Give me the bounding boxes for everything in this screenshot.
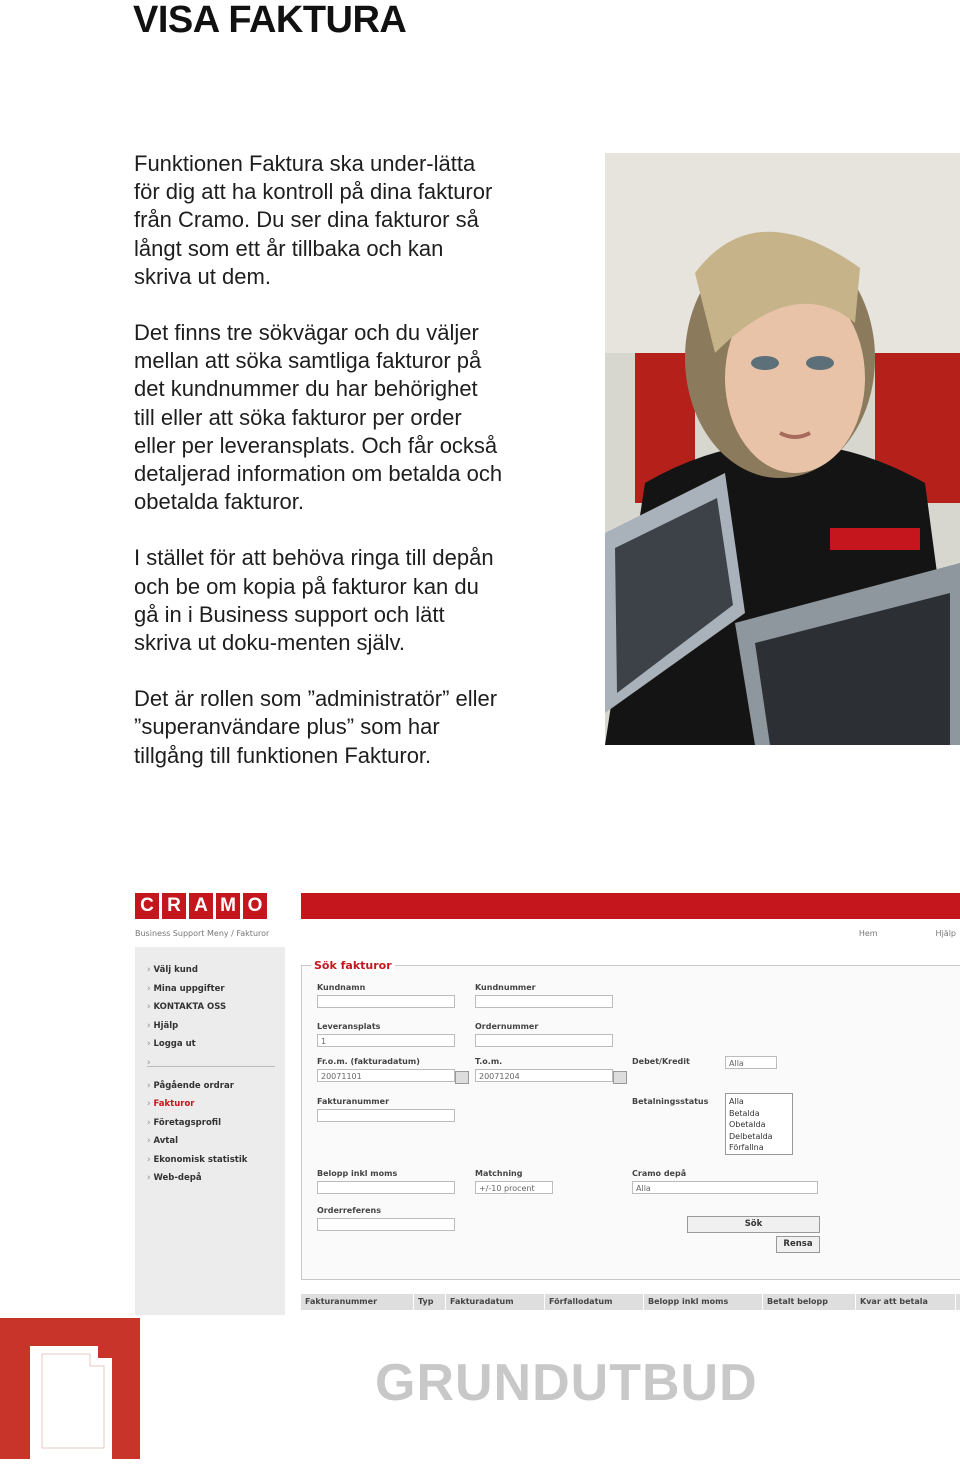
ordernummer-field xyxy=(475,1022,613,1047)
sidebar-item-pagaende-ordrar[interactable]: › Pågående ordrar xyxy=(147,1077,285,1096)
sidebar-item-mina-uppgifter[interactable]: › Mina uppgifter xyxy=(147,980,285,999)
office-worker-photo xyxy=(605,153,960,745)
document-icon xyxy=(0,1318,140,1459)
paragraph-2: Det finns tre sökvägar och du väljer mellan att söka samtliga fakturor på det kundnummer du har behörighet till eller att söka fakturor per order eller per leveransplats. Och får också detaljerad information om betalda och obetalda fakturor. xyxy=(134,320,503,515)
matchning-label: Matchning xyxy=(475,1169,523,1178)
logo-letter: R xyxy=(162,893,186,919)
sidebar-item-avtal[interactable]: › Avtal xyxy=(147,1132,285,1151)
leveransplats-label: Leveransplats xyxy=(317,1022,381,1031)
orderref-label: Orderreferens xyxy=(317,1206,381,1215)
sidebar-divider xyxy=(147,1054,275,1067)
sidebar-item-hjalp[interactable]: › Hjälp xyxy=(147,1017,285,1036)
kundnummer-input[interactable] xyxy=(475,995,613,1008)
depa-label: Cramo depå xyxy=(632,1169,687,1178)
sidebar-item-fakturor[interactable]: › Fakturor xyxy=(147,1095,285,1114)
page-title: VISA FAKTURA xyxy=(133,0,407,41)
column-header[interactable]: Förfallodatum xyxy=(545,1294,644,1310)
corner-badge xyxy=(0,1318,140,1459)
intro-text xyxy=(134,150,504,798)
invoice-search-screenshot xyxy=(133,885,960,1315)
betalningsstatus-field xyxy=(632,1097,722,1109)
belopp-input[interactable] xyxy=(317,1181,455,1194)
top-links xyxy=(859,929,956,938)
logo-letter: C xyxy=(135,893,159,919)
tom-date-input[interactable]: 20071204 xyxy=(475,1069,613,1082)
breadcrumb: Business Support Meny / Fakturor xyxy=(135,929,270,938)
search-button[interactable]: Sök xyxy=(687,1216,820,1233)
logo-letter: M xyxy=(216,893,240,919)
matchning-field xyxy=(475,1169,553,1194)
header-bar xyxy=(301,893,960,919)
logo-letter: O xyxy=(243,893,267,919)
fakturanummer-field xyxy=(317,1097,455,1122)
logo-letter: A xyxy=(189,893,213,919)
betalningsstatus-label: Betalningsstatus xyxy=(632,1097,709,1106)
betalningsstatus-listbox[interactable] xyxy=(725,1093,793,1155)
column-header[interactable]: Fakturadatum xyxy=(446,1294,545,1310)
column-header[interactable]: Kvar att betala xyxy=(856,1294,956,1310)
help-link[interactable]: Hjälp xyxy=(935,929,956,938)
kundnummer-label: Kundnummer xyxy=(475,983,536,992)
photo-illustration xyxy=(605,153,960,745)
results-table-header xyxy=(301,1294,960,1310)
status-option[interactable]: Obetalda xyxy=(729,1120,766,1129)
search-form-title: Sök fakturor xyxy=(311,959,395,972)
status-option[interactable]: Delbetalda xyxy=(729,1131,773,1141)
kundnamn-input[interactable] xyxy=(317,995,455,1008)
matchning-select[interactable]: +/-10 procent xyxy=(475,1181,553,1194)
ordernummer-label: Ordernummer xyxy=(475,1022,539,1031)
debet-kredit-label: Debet/Kredit xyxy=(632,1057,690,1066)
paragraph-1: Funktionen Faktura ska under-lätta för dig att ha kontroll på dina fakturor från Cramo. Du ser dina fakturor så långt som ett år tillbaka och kan skriva ut dem. xyxy=(134,151,493,289)
kundnamn-field xyxy=(317,983,455,1008)
search-form-panel xyxy=(301,965,960,1280)
ordernummer-input[interactable] xyxy=(475,1034,613,1047)
depa-field xyxy=(632,1169,818,1194)
fakturanummer-input[interactable] xyxy=(317,1109,455,1122)
footer-label: GRUNDUTBUD xyxy=(375,1354,758,1412)
column-header[interactable]: Fakturanummer xyxy=(301,1294,414,1310)
status-option[interactable]: Betalda xyxy=(729,1108,760,1118)
clear-button[interactable]: Rensa xyxy=(776,1236,820,1253)
home-link[interactable]: Hem xyxy=(858,929,878,938)
from-date-input[interactable]: 20071101 xyxy=(317,1069,455,1082)
fakturanummer-label: Fakturanummer xyxy=(317,1097,390,1106)
paragraph-3: I stället för att behöva ringa till depån och be om kopia på fakturor kan du gå in i Business support och lätt skriva ut doku-menten själv. xyxy=(134,545,494,656)
status-option[interactable]: Alla xyxy=(729,1097,744,1106)
tom-calendar-icon[interactable] xyxy=(613,1071,627,1084)
sidebar xyxy=(135,947,285,1315)
belopp-label: Belopp inkl moms xyxy=(317,1169,398,1178)
kundnummer-field xyxy=(475,983,613,1008)
orderref-field xyxy=(317,1206,455,1231)
tom-date-field xyxy=(475,1057,613,1082)
kundnamn-label: Kundnamn xyxy=(317,983,366,992)
column-header[interactable]: Typ xyxy=(414,1294,446,1310)
sidebar-item-kontakta-oss[interactable]: › KONTAKTA OSS xyxy=(147,998,285,1017)
tom-date-label: T.o.m. xyxy=(475,1057,503,1066)
column-header[interactable]: Belopp inkl moms xyxy=(644,1294,763,1310)
leveransplats-field xyxy=(317,1022,455,1047)
belopp-field xyxy=(317,1169,455,1194)
cramo-logo xyxy=(135,893,267,919)
paragraph-4: Det är rollen som ”administratör” eller ”superanvändare plus” som har tillgång till funktionen Fakturor. xyxy=(134,686,498,768)
depa-select[interactable]: Alla xyxy=(632,1181,818,1194)
leveransplats-input[interactable]: 1 xyxy=(317,1034,455,1047)
status-option[interactable]: Förfallna xyxy=(729,1143,764,1152)
sidebar-item-web-depa[interactable]: › Web-depå xyxy=(147,1169,285,1188)
debet-kredit-select[interactable]: Alla xyxy=(725,1056,777,1069)
debet-kredit-select-wrap xyxy=(725,1056,777,1069)
from-date-field xyxy=(317,1057,455,1082)
sidebar-item-logga-ut[interactable]: › Logga ut xyxy=(147,1035,285,1054)
sidebar-item-ekonomisk-statistik[interactable]: › Ekonomisk statistik xyxy=(147,1151,285,1170)
sidebar-item-valj-kund[interactable]: › Välj kund xyxy=(147,961,285,980)
from-date-label: Fr.o.m. (fakturadatum) xyxy=(317,1057,420,1066)
from-calendar-icon[interactable] xyxy=(455,1071,469,1084)
column-header[interactable]: Betalt belopp xyxy=(763,1294,856,1310)
sidebar-item-foretagsprofil[interactable]: › Företagsprofil xyxy=(147,1114,285,1133)
orderref-input[interactable] xyxy=(317,1218,455,1231)
